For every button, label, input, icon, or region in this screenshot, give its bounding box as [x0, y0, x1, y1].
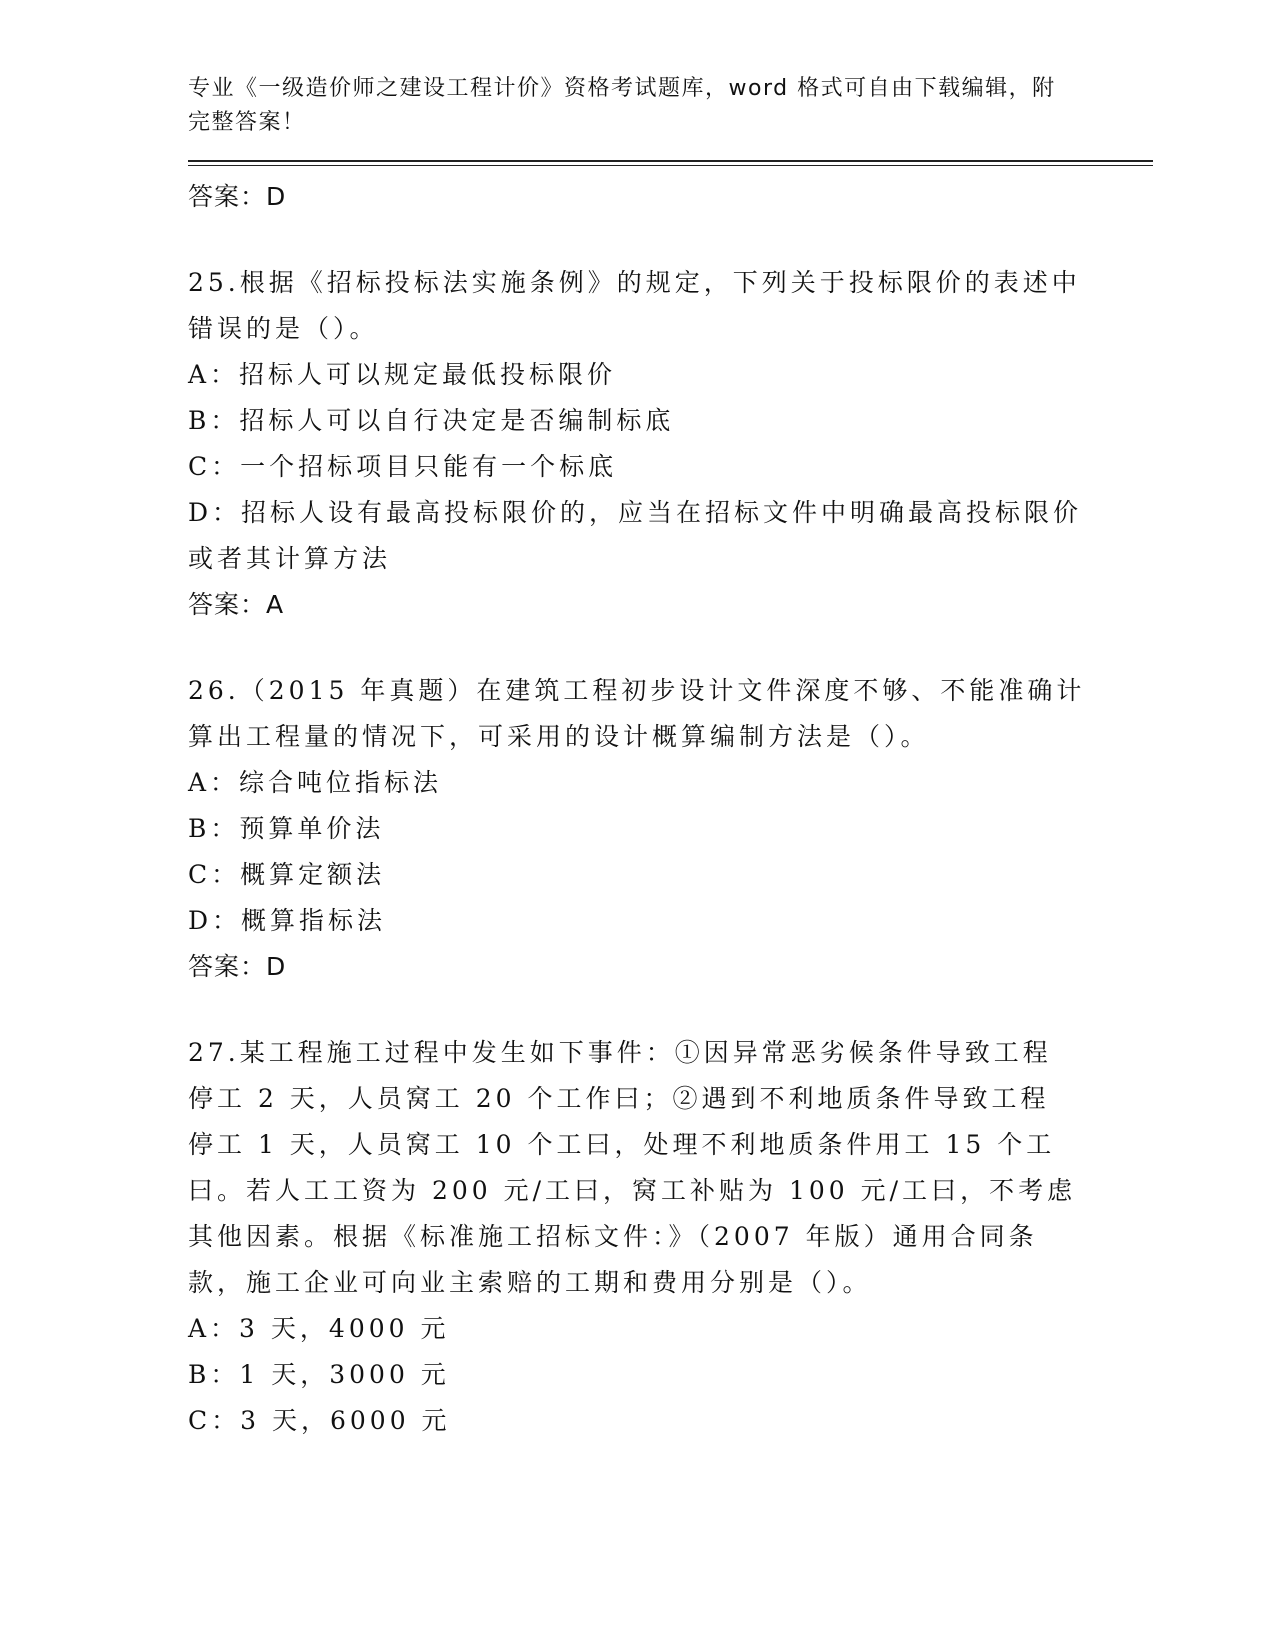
header-divider [188, 160, 1153, 166]
option-c: C：一个招标项目只能有一个标底 [188, 452, 618, 481]
option-a: A：招标人可以规定最低投标限价 [188, 360, 617, 389]
option-a: A：3 天，4000 元 [188, 1314, 450, 1343]
document-page [188, 72, 1153, 1444]
question-25 [188, 260, 1153, 628]
answer: 答案：D [188, 952, 287, 981]
option-b: B：1 天，3000 元 [188, 1360, 450, 1389]
answer: 答案：A [188, 590, 285, 619]
question-26 [188, 668, 1153, 990]
question-text: 27.某工程施工过程中发生如下事件：①因异常恶劣候条件导致工程停工 2 天，人员窝工 20 个工作曰；②遇到不利地质条件导致工程停工 1 天，人员窝工 10 个工曰，处理不利地质条件用工 15 个工曰。若人工工资为 200 元/工曰，窝工补贴为 100 元/工曰，不考虑其他因素。根据《标准施工招标文件：》（2007 年版）通用合同条款，施工企业可向业主索赔的工期和费用分别是（）。 [188, 1038, 1077, 1297]
option-c: C：概算定额法 [188, 860, 386, 889]
option-b: B：预算单价法 [188, 814, 385, 843]
question-text: 25.根据《招标投标法实施条例》的规定，下列关于投标限价的表述中错误的是（）。 [188, 268, 1081, 343]
option-a: A：综合吨位指标法 [188, 768, 443, 797]
option-c: C：3 天，6000 元 [188, 1406, 451, 1435]
page-header: 专业《一级造价师之建设工程计价》资格考试题库，word 格式可自由下载编辑，附完整答案！ [188, 76, 1056, 135]
question-27 [188, 1030, 1153, 1444]
option-d: D：招标人设有最高投标限价的，应当在招标文件中明确最高投标限价或者其计算方法 [188, 498, 1083, 573]
question-text: 26.（2015 年真题）在建筑工程初步设计文件深度不够、不能准确计算出工程量的情况下，可采用的设计概算编制方法是（）。 [188, 676, 1086, 751]
previous-answer: 答案：D [188, 182, 287, 211]
option-d: D：概算指标法 [188, 906, 387, 935]
option-b: B：招标人可以自行决定是否编制标底 [188, 406, 675, 435]
